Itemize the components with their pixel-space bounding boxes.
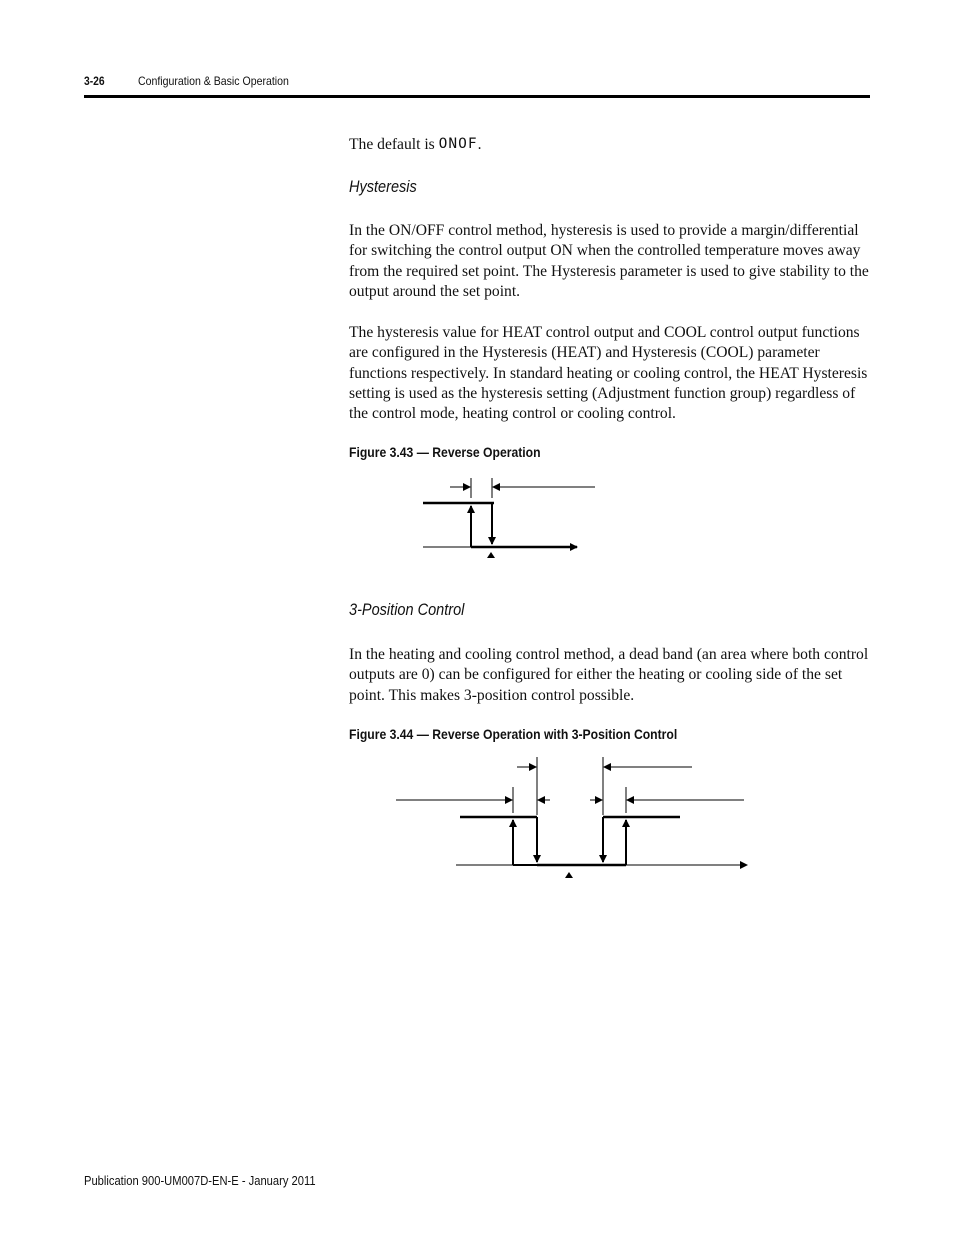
default-suffix: . [477, 136, 482, 153]
set-point-marker [487, 552, 495, 558]
hysteresis-heading: Hysteresis [349, 178, 417, 196]
header-rule [84, 95, 870, 98]
set-point-marker [565, 872, 573, 878]
three-position-diagram [390, 755, 760, 890]
reverse-operation-diagram [410, 470, 610, 565]
page-number: 3-26 [84, 74, 105, 88]
hysteresis-paragraph-2: The hysteresis value for HEAT control output and COOL control output functions are configured in the Hysteresis (HEAT) and Hysteresis (COOL) parameter functions respectively. In standard heating or cooling control, the HEAT Hysteresis setting is used as the hysteresis setting (Adjustment function group) regardless of the control mode, heating control or cooling control. [349, 324, 868, 423]
three-position-paragraph: In the heating and cooling control method, a dead band (an area where both control outputs are 0) can be configured for either the heating or cooling side of the set point. This makes 3-position control possible. [349, 646, 869, 704]
hysteresis-paragraph-1: In the ON/OFF control method, hysteresis is used to provide a margin/differential for switching the control output ON when the controlled temperature moves away from the required set point. The Hysteresis parameter is used to give stability to the output around the set point. [349, 222, 869, 300]
publication-footer: Publication 900-UM007D-EN-E - January 2011 [84, 1173, 316, 1188]
section-title: Configuration & Basic Operation [138, 74, 289, 88]
default-value-line [349, 135, 874, 155]
figure-3-44-caption: Figure 3.44 — Reverse Operation with 3-Position Control [349, 726, 678, 742]
default-prefix: The default is [349, 136, 435, 153]
page-header [84, 72, 870, 100]
three-position-heading: 3-Position Control [349, 601, 465, 619]
default-code: ONOF [438, 136, 478, 152]
figure-3-43-caption: Figure 3.43 — Reverse Operation [349, 444, 541, 460]
